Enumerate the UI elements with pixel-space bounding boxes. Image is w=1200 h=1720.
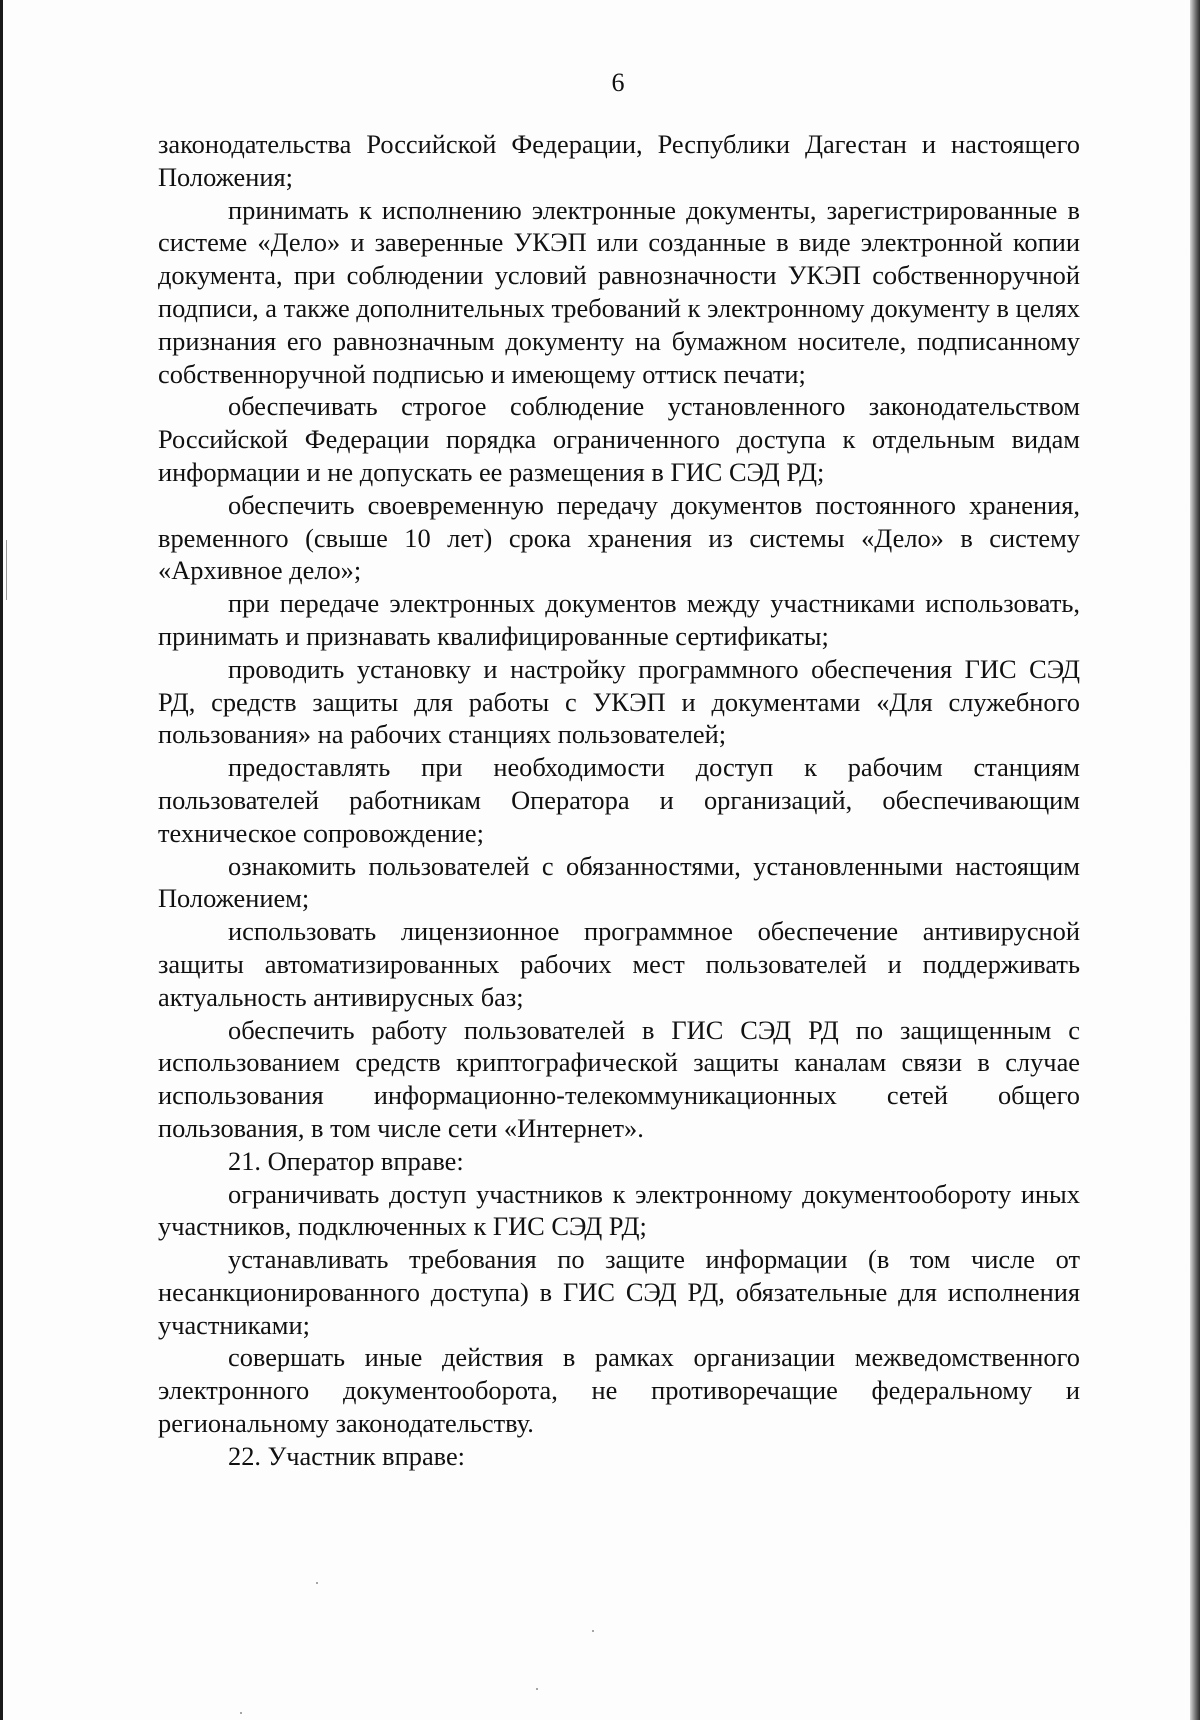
scan-speck <box>240 1712 242 1714</box>
section-heading: 22. Участник вправе: <box>228 1440 466 1471</box>
paragraph: законодательства Российской Федерации, Республики Дагестан и настоящего Положения; <box>158 129 1080 192</box>
paragraph: обеспечить своевременную передачу документов постоянного хранения, временного (свыше 10 лет) срока хранения из системы «Дело» в систему «Архивное дело»; <box>158 489 1080 586</box>
paragraph: принимать к исполнению электронные документы, зарегистрированные в системе «Дело» и заверенные УКЭП или созданные в виде электронной копии документа, при соблюдении условий равнозначности УКЭП собственноручной подписи, а также дополнительных требований к электронному документу в целях признания его равнозначным документу на бумажном носителе, подписанному собственноручной подписью и имеющему оттиск печати; <box>158 194 1080 389</box>
paragraph: устанавливать требования по защите информации (в том числе от несанкционированного доступа) в ГИС СЭД РД, обязательные для исполнения участниками; <box>158 1244 1080 1340</box>
paragraph: предоставлять при необходимости доступ к рабочим станциям пользователей работникам Оператора и организаций, обеспечивающим техническое сопровождение; <box>158 752 1080 848</box>
scan-speck <box>316 1582 318 1584</box>
document-body <box>158 128 1080 1473</box>
paragraph: обеспечить работу пользователей в ГИС СЭД РД по защищенным с использованием средств криптографической защиты каналам связи в случае использования информационно-телекоммуникационных сетей общего пользования, в том числе сети «Интернет». <box>158 1014 1080 1143</box>
paragraph: использовать лицензионное программное обеспечение антивирусной защиты автоматизированных рабочих мест пользователей и поддерживать актуальность антивирусных баз; <box>158 916 1080 1012</box>
page-number: 6 <box>611 68 625 97</box>
paragraph: ознакомить пользователей с обязанностями, установленными настоящим Положением; <box>158 850 1080 914</box>
paragraph: совершать иные действия в рамках организации межведомственного электронного документооборота, не противоречащие федеральному и региональному законодательству. <box>158 1342 1080 1439</box>
scan-speck <box>592 1630 594 1632</box>
scan-right-edge <box>1190 0 1200 1720</box>
paragraph: проводить установку и настройку программного обеспечения ГИС СЭД РД, средств защиты для работы с УКЭП и документами «Для служебного пользования» на рабочих станциях пользователей; <box>158 653 1080 750</box>
paragraph: обеспечивать строгое соблюдение установленного законодательством Российской Федерации порядка ограниченного доступа к отдельным видам информации и не допускать ее размещения в ГИС СЭД РД; <box>158 391 1080 487</box>
paragraph: при передаче электронных документов между участниками использовать, принимать и признавать квалифицированные сертификаты; <box>158 588 1080 651</box>
scan-left-edge <box>0 0 3 1720</box>
paragraph: ограничивать доступ участников к электронному документообороту иных участников, подключенных к ГИС СЭД РД; <box>158 1178 1080 1242</box>
scan-speck <box>536 1688 538 1690</box>
section-heading: 21. Оператор вправе: <box>228 1145 464 1176</box>
scan-margin-mark <box>6 540 7 600</box>
